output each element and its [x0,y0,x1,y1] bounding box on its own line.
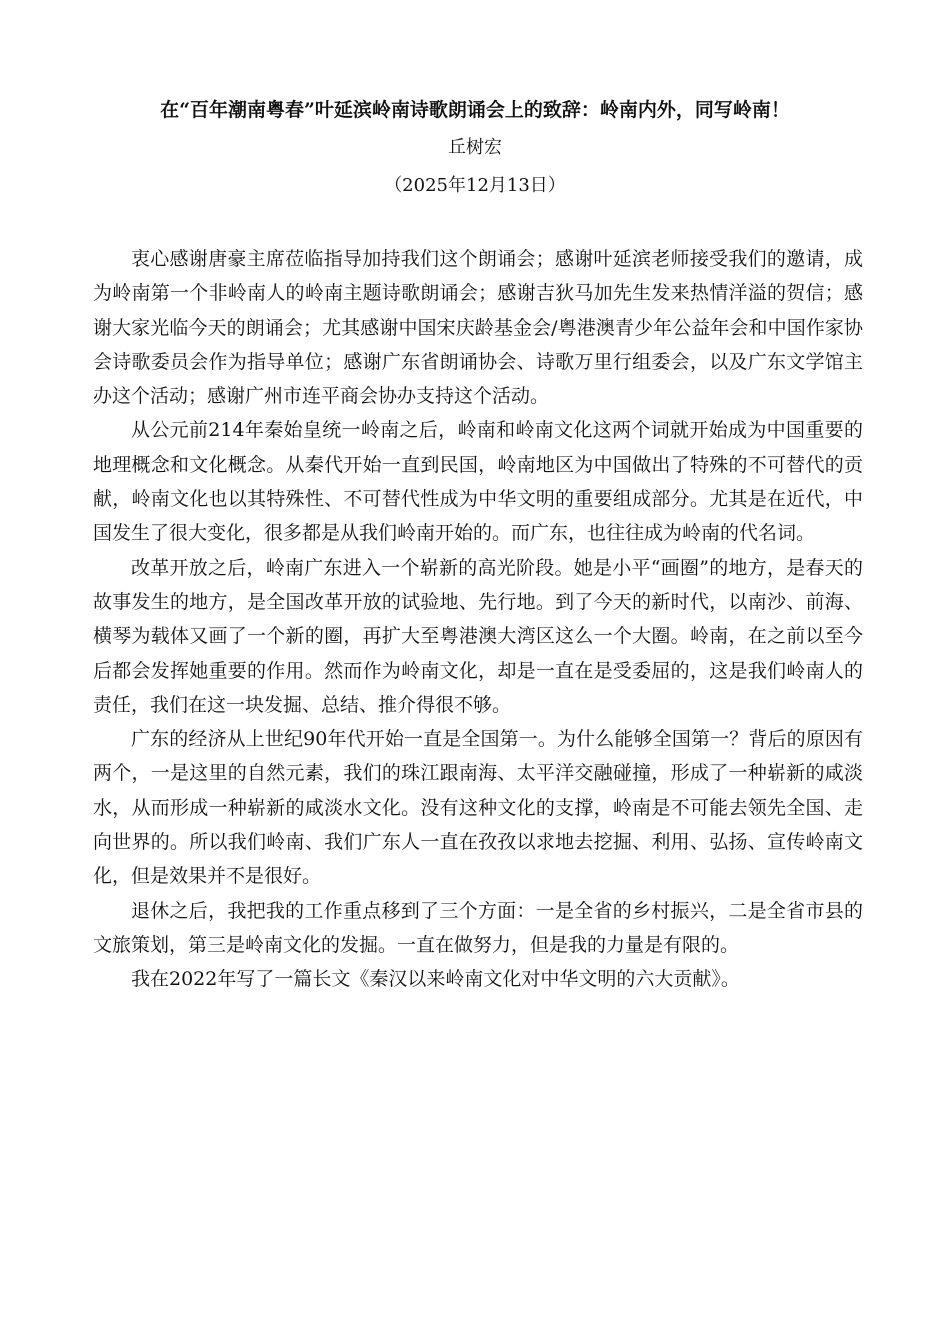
document-title: 在“百年潮南粤春”叶延滨岭南诗歌朗诵会上的致辞：岭南内外，同写岭南！ [160,99,790,121]
paragraph: 衷心感谢唐豪主席莅临指导加持我们这个朗诵会；感谢叶延滨老师接受我们的邀请，成为岭南第一个非岭南人的岭南主题诗歌朗诵会；感谢吉狄马加先生发来热情洋溢的贺信；感谢大家光临今天的朗诵会；尤其感谢中国宋庆龄基金会/粤港澳青少年公益年会和中国作家协会诗歌委员会作为指导单位；感谢广东省朗诵协会、诗歌万里行组委会，以及广东文学馆主办这个活动；感谢广州市连平商会协办支持这个活动。 [93,248,863,408]
paragraph: 退休之后，我把我的工作重点移到了三个方面：一是全省的乡村振兴，二是全省市县的文旅策划，第三是岭南文化的发掘。一直在做努力，但是我的力量是有限的。 [93,899,863,956]
document-body [93,242,863,997]
paragraph: 从公元前214年秦始皇统一岭南之后，岭南和岭南文化这两个词就开始成为中国重要的地理概念和文化概念。从秦代开始一直到民国，岭南地区为中国做出了特殊的不可替代的贡献，岭南文化也以其特殊性、不可替代性成为中华文明的重要组成部分。尤其是在近代，中国发生了很大变化，很多都是从我们岭南开始的。而广东，也往往成为岭南的代名词。 [93,419,863,545]
paragraph: 广东的经济从上世纪90年代开始一直是全国第一。为什么能够全国第一？背后的原因有两个，一是这里的自然元素，我们的珠江跟南海、太平洋交融碰撞，形成了一种崭新的咸淡水，从而形成一种崭新的咸淡水文化。没有这种文化的支撑，岭南是不可能去领先全国、走向世界的。所以我们岭南、我们广东人一直在孜孜以求地去挖掘、利用、弘扬、宣传岭南文化，但是效果并不是很好。 [93,728,863,888]
paragraph: 改革开放之后，岭南广东进入一个崭新的高光阶段。她是小平“画圈”的地方，是春天的故事发生的地方，是全国改革开放的试验地、先行地。到了今天的新时代，以南沙、前海、横琴为载体又画了一个新的圈，再扩大至粤港澳大湾区这么一个大圈。岭南，在之前以至今后都会发挥她重要的作用。然而作为岭南文化，却是一直在是受委屈的，这是我们岭南人的责任，我们在这一块发掘、总结、推介得很不够。 [93,556,863,716]
author-name: 丘树宏 [448,137,502,158]
paragraph: 我在2022年写了一篇长文《秦汉以来岭南文化对中华文明的六大贡献》。 [131,968,740,991]
document-date: （2025年12月13日） [384,175,566,196]
